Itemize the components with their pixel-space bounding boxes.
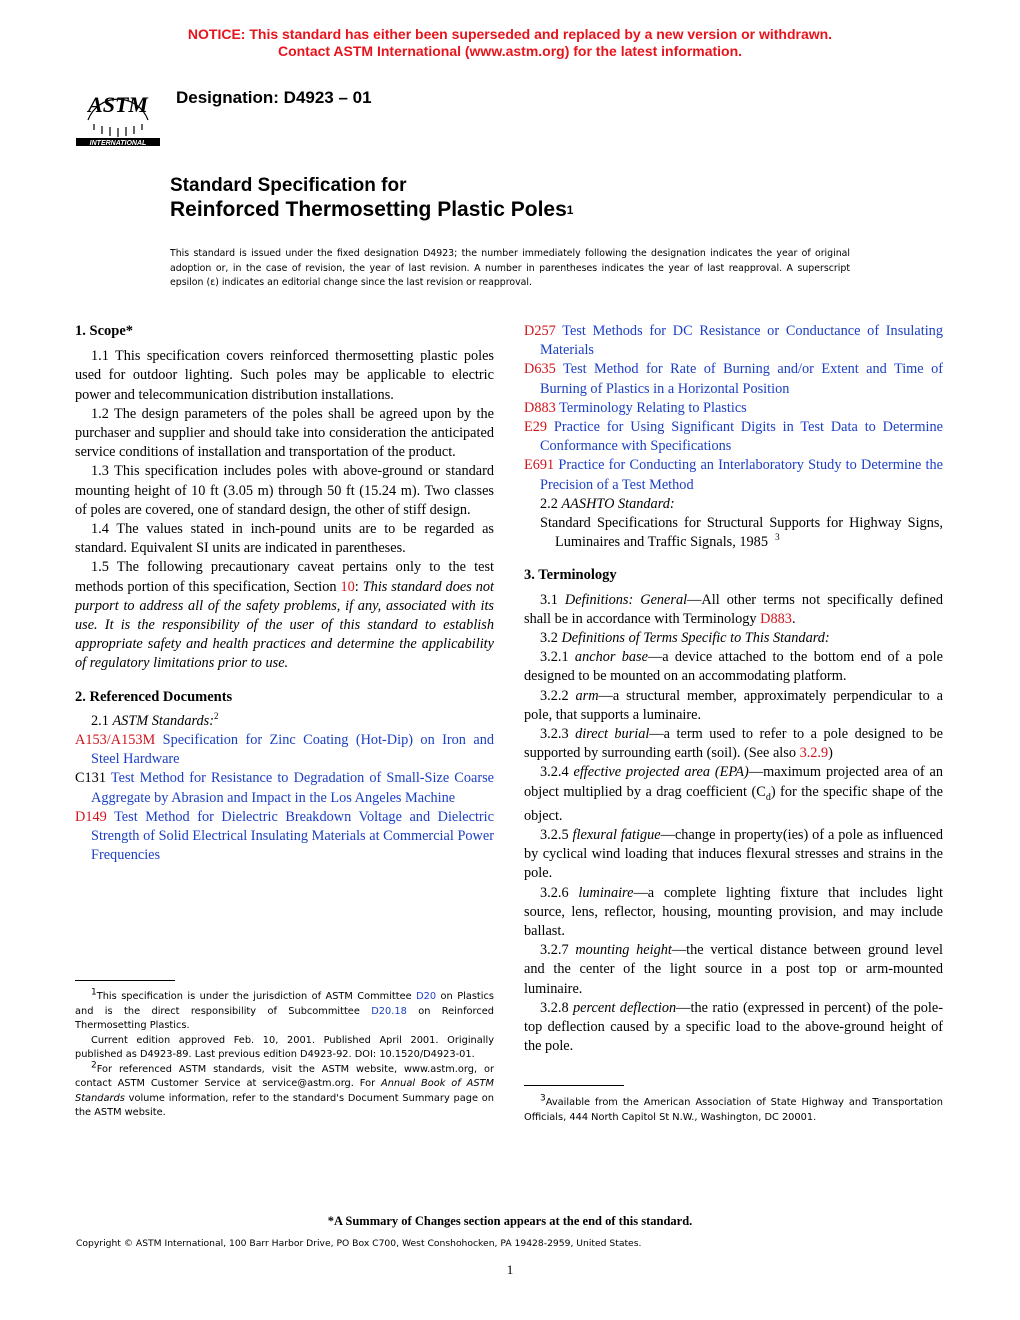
defined-term: arm [575, 687, 599, 704]
reference-title-link[interactable]: Test Method for Resistance to Degradation of Small-Size Coarse Aggregate by Abrasion and Impact in the Los Angeles Machine [91, 770, 494, 806]
reference-code-link[interactable]: D883 [524, 399, 556, 416]
refdocs-heading: 2. Referenced Documents [75, 688, 233, 705]
footnote-rule-right [524, 1085, 624, 1086]
reference-code-link[interactable]: E29 [524, 419, 548, 436]
reference-item [75, 731, 494, 769]
footnote-2: $^2$For referenced ASTM standards, visit the ASTM website, www.astm.org, or contact ASTM Customer Service at service@astm.org. For Annual Book of ASTM Standards volume information, refer to the standard's Document Summary page on the ASTM website. [75, 1060, 494, 1118]
terminology-heading: 3. Terminology [524, 567, 617, 584]
d20-link[interactable]: D20 [416, 991, 437, 1002]
svg-text:ASTM: ASTM [88, 92, 148, 117]
scope-1-2: 1.2 The design parameters of the poles shall be agreed upon by the purchaser and supplier and should take into consideration the anticipated service conditions of installation and transportation of the product. [75, 405, 494, 461]
astm-standards-label: 2.1 ASTM Standards:$^2$ [91, 711, 219, 729]
reference-code-link[interactable]: D149 [75, 808, 107, 825]
reference-title-link[interactable]: Test Methods for DC Resistance or Conductance of Insulating Materials [540, 323, 943, 359]
scope-heading: 1. Scope* [75, 323, 133, 339]
scope-1-5: 1.5 The following precautionary caveat pertains only to the test methods portion of this specification, Section 10: This standard does not purport to address all of the safety problems, if any, associated with its use. It is the responsibility of the user of this standard to establish appropriate safety and health practices and determine the applicability of regulatory limitations prior to use. [75, 559, 494, 672]
d20-18-link[interactable]: D20.18 [371, 1005, 407, 1017]
reference-item [524, 456, 943, 494]
withdrawal-notice [0, 26, 1020, 60]
reference-title-link[interactable]: Test Method for Rate of Burning and/or Extent and Time of Burning of Plastics in a Horizontal Position [540, 361, 943, 397]
right-column [524, 322, 943, 1056]
notice-line-1: NOTICE: This standard has either been superseded and replaced by a new version or withdrawn. [187, 26, 833, 42]
footnotes-left [75, 987, 495, 1121]
safety-caveat: This standard does not purport to address all of the safety problems, if any, associated with its use. It is the responsibility of the user of this standard to establish appropriate safety and health practices and determine the applicability of regulatory limitations prior to use. [75, 578, 494, 672]
title-footnote-mark: 1 [566, 203, 574, 217]
svg-text:INTERNATIONAL: INTERNATIONAL [89, 140, 147, 147]
scope-1-4: 1.4 The values stated in inch-pound units are to be regarded as standard. Equivalent SI units are indicated in parentheses. [75, 521, 494, 557]
reference-title-link[interactable]: Terminology Relating to Plastics [559, 399, 747, 416]
definition-item: 3.2.1 anchor base—a device attached to the bottom end of a pole designed to be mounted on an accommodating platform. [524, 649, 943, 685]
defined-term: effective projected area (EPA) [573, 764, 749, 781]
copyright-line: Copyright © ASTM International, 100 Barr Harbor Drive, PO Box C700, West Conshohocken, PA 19428-2959, United States. [76, 1238, 642, 1249]
title-line-1: Standard Specification for [170, 175, 407, 196]
left-column [75, 322, 494, 865]
footnote-3: $^3$Available from the American Association of State Highway and Transportation Officials, 444 North Capitol St N.W., Washington, DC 20001. [524, 1093, 943, 1123]
reference-item [524, 418, 943, 456]
defined-term: mounting height [575, 942, 672, 959]
defined-term: anchor base [574, 649, 648, 666]
definition-item: 3.2.6 luminaire—a complete lighting fixture that includes light source, lens, reflector, housing, mounting provision, and may include ballast. [524, 884, 944, 939]
title-line-2: Reinforced Thermosetting Plastic Poles [170, 198, 567, 221]
d883-link[interactable]: D883 [760, 610, 792, 627]
reference-item [75, 769, 494, 807]
notice-line-2: Contact ASTM International (www.astm.org) for the latest information. [277, 43, 743, 59]
footnote-rule-left [75, 980, 175, 981]
summary-of-changes-note: *A Summary of Changes section appears at the end of this standard. [327, 1214, 693, 1228]
reference-code-link[interactable]: A153/A153M [75, 732, 156, 749]
definition-item: 3.2.7 mounting height—the vertical distance between ground level and the center of the light source in a post top or arm-mounted luminaire. [524, 942, 943, 997]
reference-title-link[interactable]: Practice for Using Significant Digits in Test Data to Determine Conformance with Specifications [540, 419, 944, 455]
section-3-2-9-link[interactable]: 3.2.9 [799, 745, 829, 762]
reference-code-link[interactable]: D257 [524, 323, 556, 339]
reference-title-link[interactable]: Test Method for Dielectric Breakdown Voltage and Dielectric Strength of Solid Electrical Insulating Materials at Commercial Power Frequencies [91, 808, 494, 864]
definition-item: 3.2.2 arm—a structural member, approximately perpendicular to a pole, that supports a luminaire. [524, 687, 944, 723]
footnote-1: $^1$This specification is under the jurisdiction of ASTM Committee D20 on Plastics and is the direct responsibility of Subcommittee D20.18 on Reinforced Thermosetting Plastics. [75, 987, 495, 1031]
defined-term: luminaire [578, 884, 634, 901]
definition-item: 3.2.5 flexural fatigue—change in property(ies) of a pole as influenced by cyclical wind loading that induces flexural stresses and strains in the pole. [524, 826, 944, 882]
reference-item [524, 360, 943, 398]
reference-title-link[interactable]: Specification for Zinc Coating (Hot-Dip) on Iron and Steel Hardware [91, 732, 494, 768]
reference-code-link[interactable]: C131 [75, 770, 106, 787]
aashto-reference: Standard Specifications for Structural Supports for Highway Signs, Luminaires and Traffic Signals, 1985 $^3$ [540, 515, 943, 551]
definition-item: 3.2.3 direct burial—a term used to refer to a pole designed to be supported by surrounding earth (soil). (See also 3.2.9) [524, 726, 943, 762]
astm-logo-icon [74, 74, 162, 148]
footnotes-right [524, 1093, 943, 1125]
page-number: 1 [506, 1262, 514, 1277]
defined-term: direct burial [575, 726, 650, 743]
reference-title-link[interactable]: Practice for Conducting an Interlaboratory Study to Determine the Precision of a Test Method [540, 457, 944, 493]
reference-item [75, 808, 494, 866]
astm-logo [74, 74, 162, 148]
designation: Designation: D4923 – 01 [176, 88, 372, 107]
term-3-1: 3.1 Definitions: General—All other terms not specifically defined shall be in accordance with Terminology D883. [524, 591, 943, 627]
aashto-standard-label: 2.2 AASHTO Standard: [540, 495, 675, 512]
definition-item: 3.2.4 effective projected area (EPA)—maximum projected area of an object multiplied by a drag coefficient $(C_d)$ for the specific shape of the object. [524, 764, 943, 824]
reference-code-link[interactable]: E691 [524, 457, 555, 474]
footnote-1-edition: Current edition approved Feb. 10, 2001. Published April 2001. Originally published as D4923-89. Last previous edition D4923-92. DOI: 10.1520/D4923-01. [75, 1034, 494, 1060]
term-3-2: 3.2 Definitions of Terms Specific to This Standard: [540, 630, 830, 647]
reference-item [524, 399, 943, 418]
section-10-link[interactable]: 10 [340, 578, 355, 595]
defined-term: percent deflection [573, 999, 677, 1016]
scope-1-1: 1.1 This specification covers reinforced thermosetting plastic poles used for outdoor lighting. Such poles may be applicable to electric power and telecommunication distribution installations. [75, 348, 494, 403]
document-title [170, 174, 573, 223]
issued-note: This standard is issued under the fixed designation D4923; the number immediately following the designation indicates the year of original adoption or, in the case of revision, the year of last revision. A number in parentheses indicates the year of last reapproval. A superscript epsilon (ε) indicates an editorial change since the last revision or reapproval. [170, 248, 850, 288]
reference-item [524, 322, 943, 360]
scope-1-3: 1.3 This specification includes poles with above-ground or standard mounting height of 10 ft (3.05 m) through 50 ft (15.24 m). Two classes of poles are covered, one of standard design, the other of stiff design. [75, 463, 494, 518]
reference-code-link[interactable]: D635 [524, 361, 556, 378]
definition-item: 3.2.8 percent deflection—the ratio (expressed in percent) of the pole-top deflection caused by a specific load to the above-ground height of the pole. [524, 999, 943, 1055]
defined-term: flexural fatigue [572, 826, 661, 843]
